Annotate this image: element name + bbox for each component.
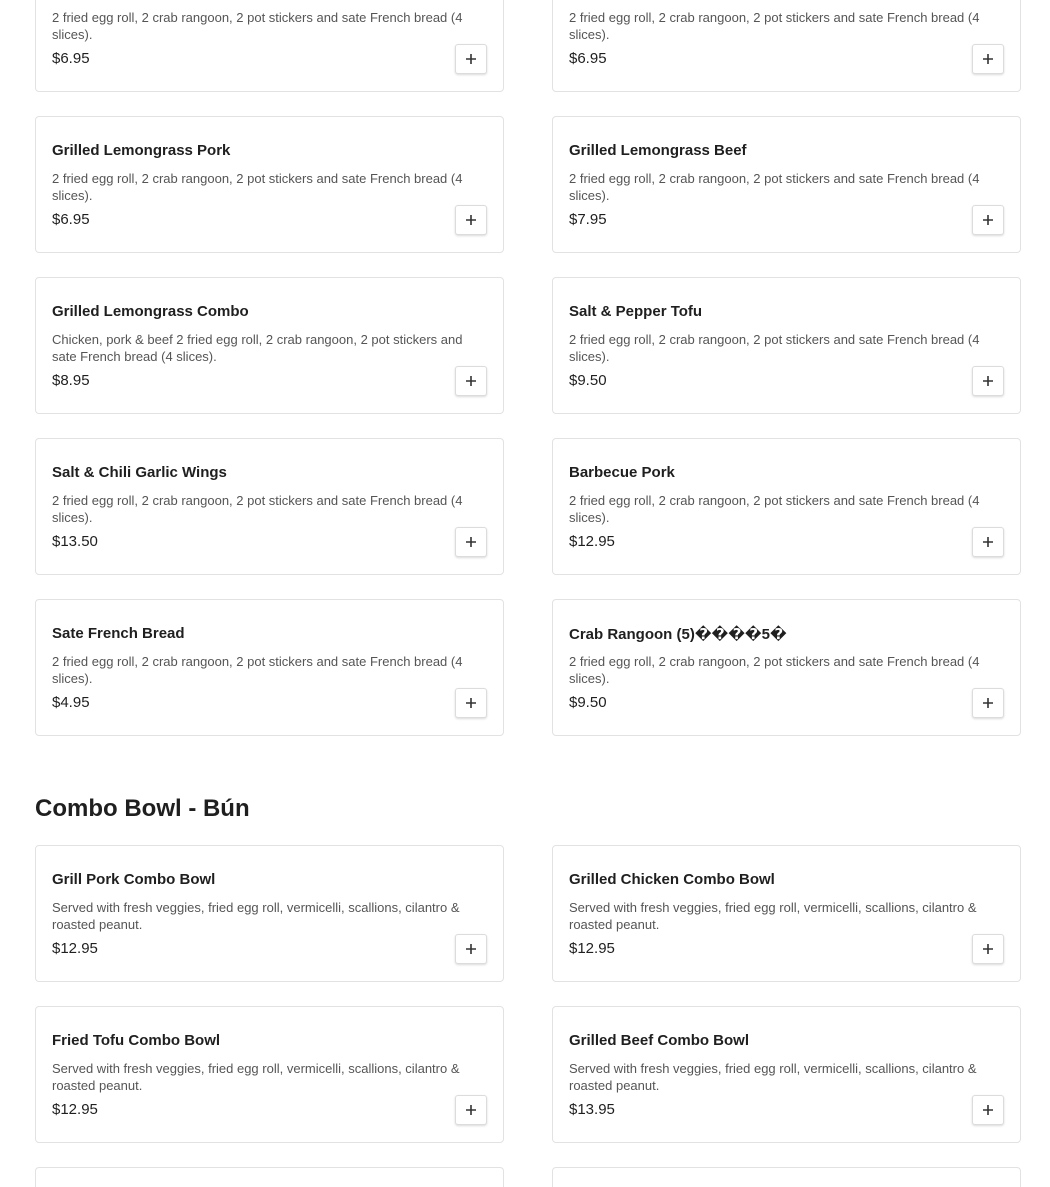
plus-icon <box>465 697 477 709</box>
menu-item-card[interactable] <box>35 1006 504 1143</box>
menu-item-card[interactable] <box>35 599 504 736</box>
menu-item-price: $8.95 <box>52 372 90 389</box>
section-title: Combo Bowl - Bún <box>35 795 250 822</box>
menu-item-card[interactable] <box>552 599 1021 736</box>
plus-icon <box>465 943 477 955</box>
plus-icon <box>982 697 994 709</box>
menu-item-name: Salt & Chili Garlic Wings <box>52 464 227 481</box>
menu-item-name: Crab Rangoon (5)����5� <box>569 626 787 643</box>
menu-item-name: Sate French Bread <box>52 625 185 642</box>
menu-item-description: 2 fried egg roll, 2 crab rangoon, 2 pot stickers and sate French bread (4 slices). <box>569 171 980 203</box>
menu-item-card[interactable] <box>35 438 504 575</box>
plus-icon <box>982 53 994 65</box>
menu-item-card[interactable] <box>552 845 1021 982</box>
menu-item-card[interactable] <box>552 1006 1021 1143</box>
plus-icon <box>982 536 994 548</box>
menu-item-price: $4.95 <box>52 694 90 711</box>
plus-icon <box>982 375 994 387</box>
menu-item-name: Grilled Lemongrass Combo <box>52 303 249 320</box>
menu-item-description: 2 fried egg roll, 2 crab rangoon, 2 pot stickers and sate French bread (4 slices). <box>52 10 463 42</box>
menu-item-description: 2 fried egg roll, 2 crab rangoon, 2 pot stickers and sate French bread (4 slices). <box>52 171 463 203</box>
menu-item-price: $13.95 <box>569 1101 615 1118</box>
add-to-cart-button[interactable] <box>972 1095 1004 1125</box>
menu-item-card[interactable] <box>35 845 504 982</box>
menu-item-price: $6.95 <box>52 50 90 67</box>
menu-item-card[interactable] <box>35 0 504 92</box>
add-to-cart-button[interactable] <box>455 934 487 964</box>
menu-item-name: Grilled Beef Combo Bowl <box>569 1032 750 1049</box>
add-to-cart-button[interactable] <box>972 44 1004 74</box>
menu-item-description: 2 fried egg roll, 2 crab rangoon, 2 pot stickers and sate French bread (4 slices). <box>569 10 980 42</box>
menu-item-description: 2 fried egg roll, 2 crab rangoon, 2 pot stickers and sate French bread (4 slices). <box>52 493 463 525</box>
menu-item-description: Served with fresh veggies, fried egg roll, vermicelli, scallions, cilantro & roasted peanut. <box>569 1061 977 1093</box>
menu-grid-combo-bowls <box>35 845 1021 1187</box>
add-to-cart-button[interactable] <box>972 366 1004 396</box>
plus-icon <box>465 53 477 65</box>
add-to-cart-button[interactable] <box>455 1095 487 1125</box>
add-to-cart-button[interactable] <box>455 688 487 718</box>
menu-item-price: $7.95 <box>569 211 607 228</box>
menu-item-price: $13.50 <box>52 533 98 550</box>
menu-item-name: Grill Pork Combo Bowl <box>52 871 216 888</box>
plus-icon <box>465 1104 477 1116</box>
add-to-cart-button[interactable] <box>455 366 487 396</box>
add-to-cart-button[interactable] <box>972 205 1004 235</box>
menu-item-description: Served with fresh veggies, fried egg roll, vermicelli, scallions, cilantro & roasted peanut. <box>52 900 460 932</box>
add-to-cart-button[interactable] <box>455 527 487 557</box>
menu-item-card-partial[interactable] <box>552 1167 1021 1187</box>
menu-item-price: $9.50 <box>569 372 607 389</box>
menu-item-card[interactable] <box>35 277 504 414</box>
plus-icon <box>982 214 994 226</box>
add-to-cart-button[interactable] <box>972 934 1004 964</box>
menu-item-description: Chicken, pork & beef 2 fried egg roll, 2 crab rangoon, 2 pot stickers and sate French bread (4 slices). <box>52 332 463 364</box>
menu-item-price: $12.95 <box>52 940 98 957</box>
plus-icon <box>465 214 477 226</box>
menu-item-name: Fried Tofu Combo Bowl <box>52 1032 221 1049</box>
menu-item-name: Salt & Pepper Tofu <box>569 303 703 320</box>
menu-item-price: $6.95 <box>52 211 90 228</box>
menu-item-card-partial[interactable] <box>35 1167 504 1187</box>
menu-item-description: 2 fried egg roll, 2 crab rangoon, 2 pot stickers and sate French bread (4 slices). <box>52 654 463 686</box>
menu-item-price: $9.50 <box>569 694 607 711</box>
menu-item-card[interactable] <box>552 277 1021 414</box>
menu-item-name: Barbecue Pork <box>569 464 675 481</box>
add-to-cart-button[interactable] <box>455 44 487 74</box>
menu-item-description: 2 fried egg roll, 2 crab rangoon, 2 pot stickers and sate French bread (4 slices). <box>569 332 980 364</box>
menu-item-name: Grilled Lemongrass Pork <box>52 142 231 159</box>
add-to-cart-button[interactable] <box>972 527 1004 557</box>
plus-icon <box>982 1104 994 1116</box>
plus-icon <box>465 536 477 548</box>
menu-item-card[interactable] <box>35 116 504 253</box>
menu-grid-appetizer-combos <box>35 0 1021 736</box>
menu-item-price: $12.95 <box>569 940 615 957</box>
menu-item-name: Grilled Lemongrass Beef <box>569 142 747 159</box>
menu-item-price: $12.95 <box>52 1101 98 1118</box>
menu-item-description: 2 fried egg roll, 2 crab rangoon, 2 pot stickers and sate French bread (4 slices). <box>569 654 980 686</box>
menu-item-price: $6.95 <box>569 50 607 67</box>
menu-item-description: Served with fresh veggies, fried egg roll, vermicelli, scallions, cilantro & roasted peanut. <box>569 900 977 932</box>
menu-item-name: Grilled Chicken Combo Bowl <box>569 871 775 888</box>
menu-item-card[interactable] <box>552 0 1021 92</box>
menu-item-card[interactable] <box>552 438 1021 575</box>
menu-item-description: Served with fresh veggies, fried egg roll, vermicelli, scallions, cilantro & roasted peanut. <box>52 1061 460 1093</box>
menu-item-description: 2 fried egg roll, 2 crab rangoon, 2 pot stickers and sate French bread (4 slices). <box>569 493 980 525</box>
plus-icon <box>982 943 994 955</box>
add-to-cart-button[interactable] <box>972 688 1004 718</box>
plus-icon <box>465 375 477 387</box>
menu-item-price: $12.95 <box>569 533 615 550</box>
menu-item-card[interactable] <box>552 116 1021 253</box>
add-to-cart-button[interactable] <box>455 205 487 235</box>
